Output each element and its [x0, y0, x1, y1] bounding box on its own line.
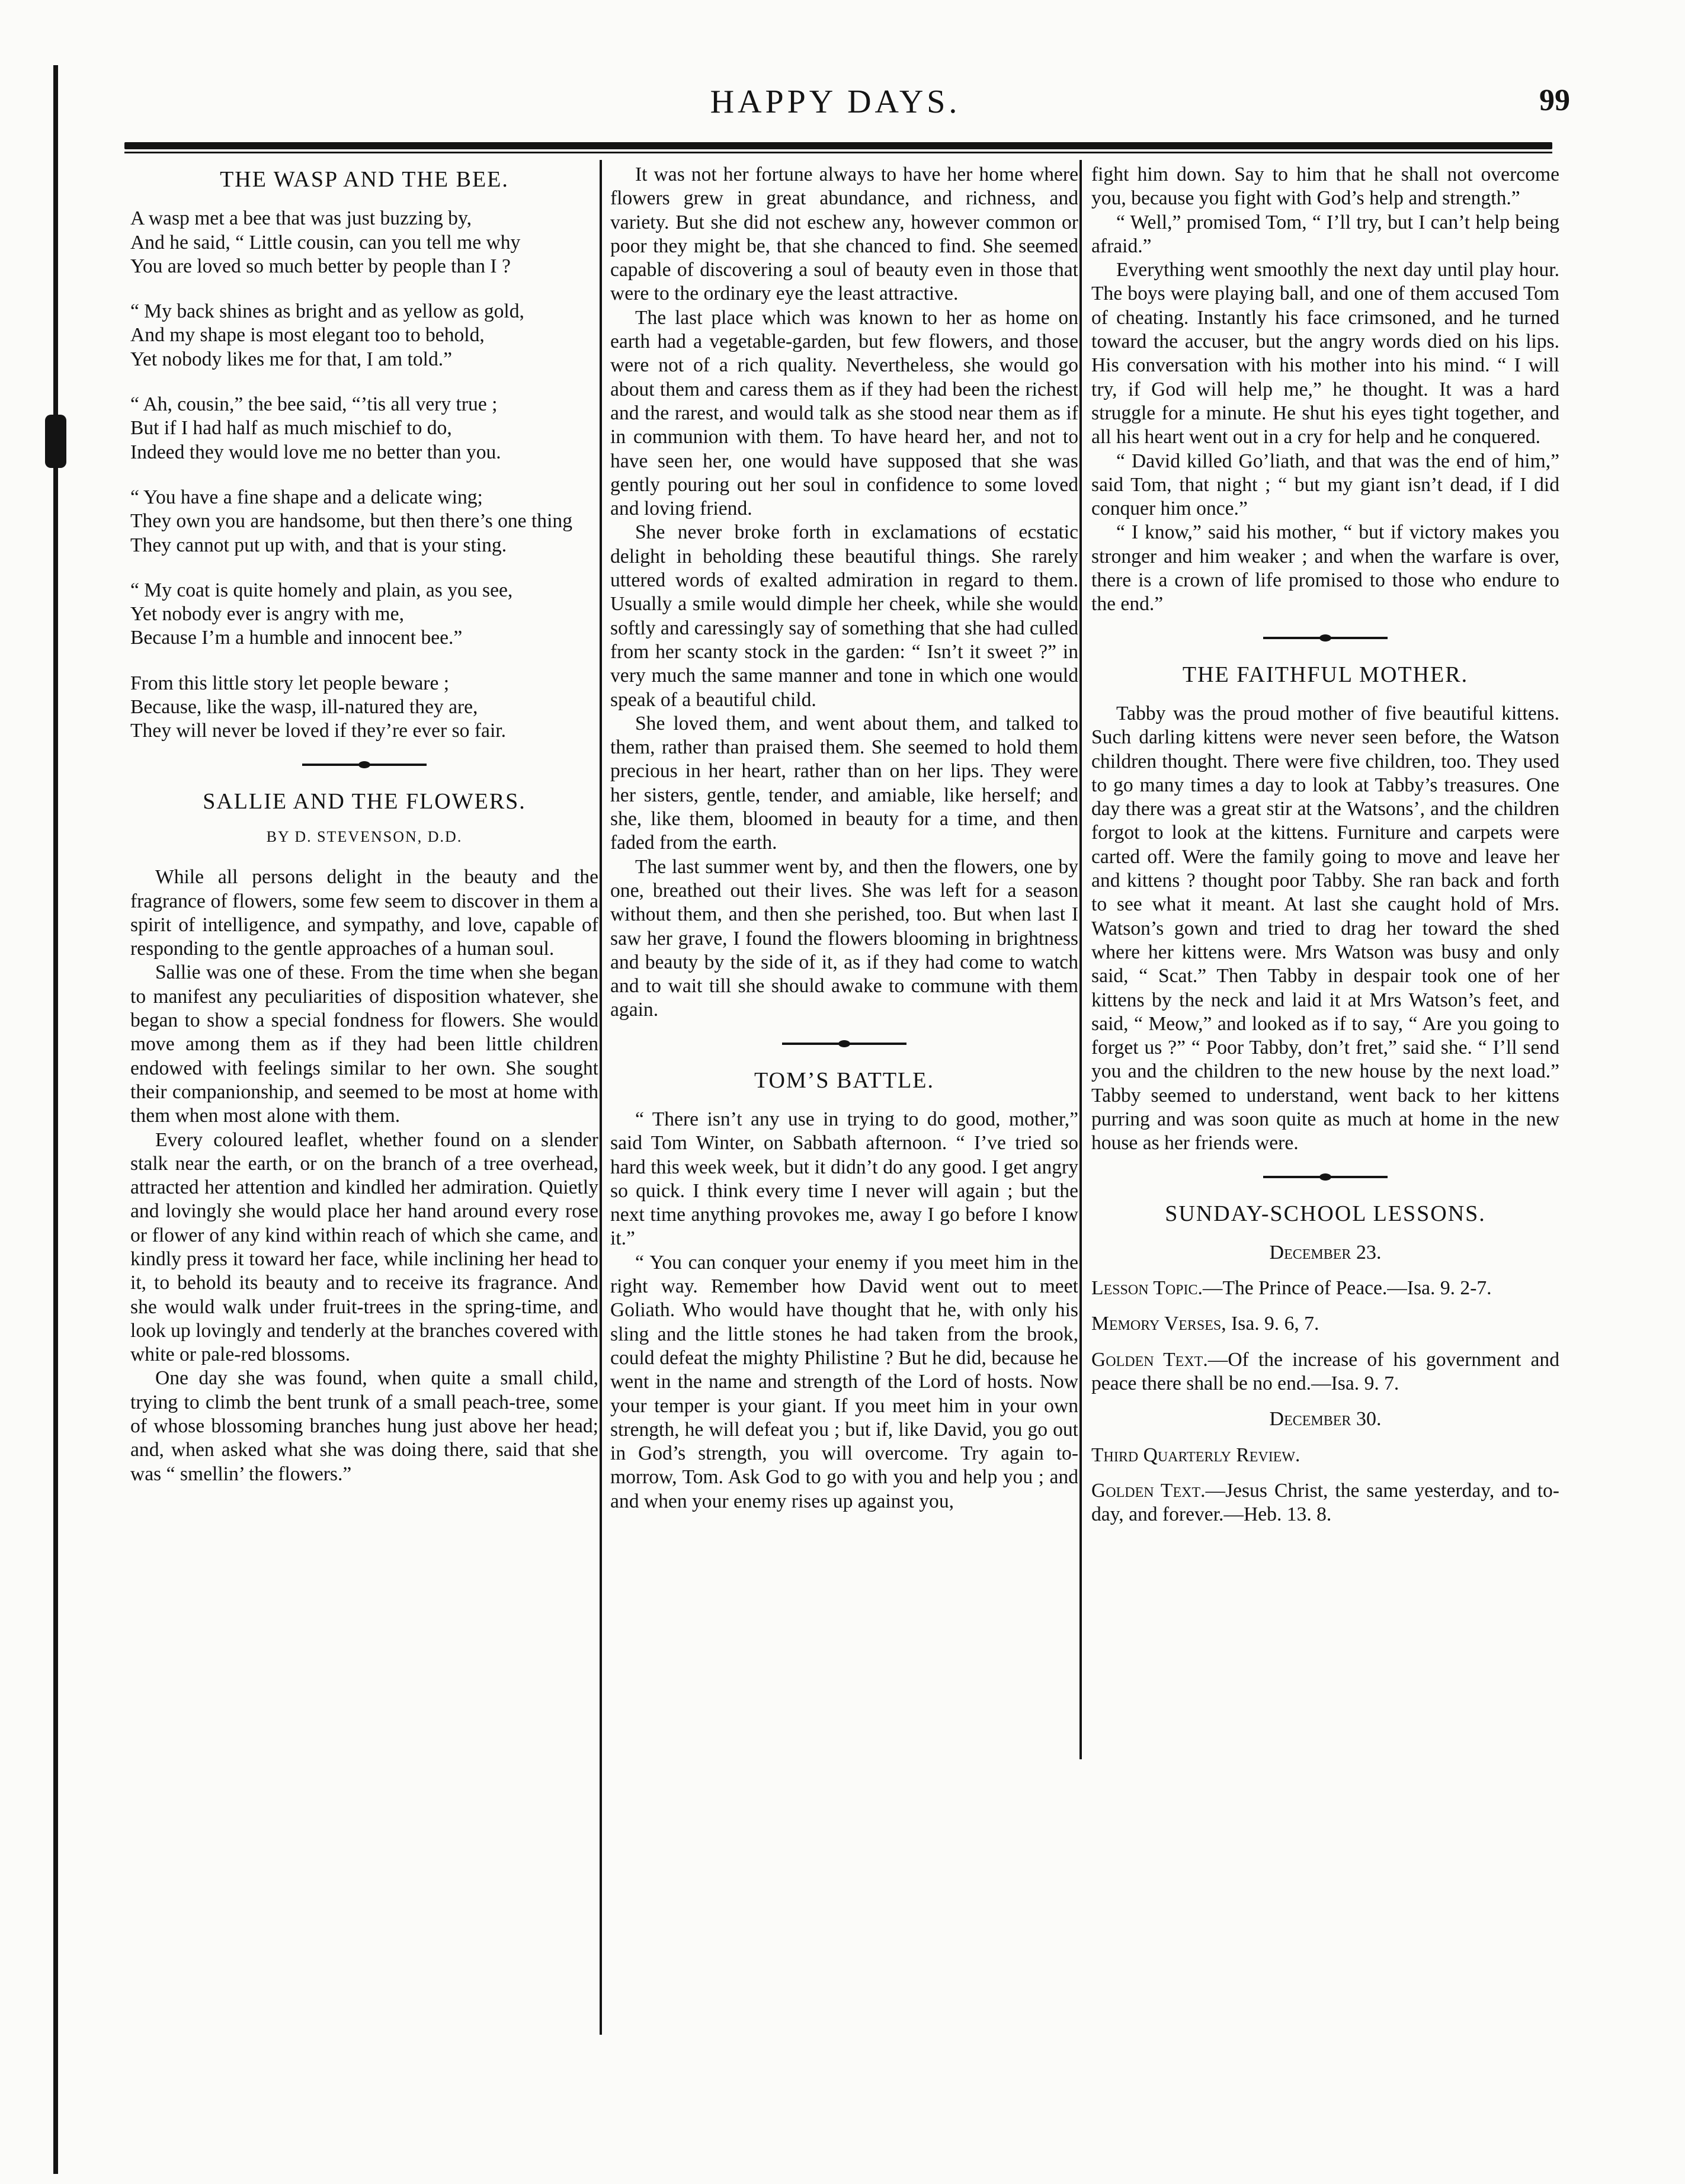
- poem-stanza: [130, 393, 598, 464]
- lesson-text: Isa. 9. 6, 7.: [1226, 1313, 1319, 1335]
- page-edge: [53, 65, 58, 2174]
- body-paragraph: Sallie was one of these. From the time when she began to manifest any peculiarities of disposition whatever, she began to show a special fondness for flowers. She would move among them as if they had been little children endowed with feelings similar to her own. She sought their companionship, and seemed to be most at home with them when most alone with them.: [130, 961, 598, 1127]
- poem-line: Yet nobody ever is angry with me,: [130, 603, 404, 626]
- poem-line: “ My back shines as bright and as yellow as gold,: [130, 300, 524, 323]
- poem-line: They will never be loved if they’re ever so fair.: [130, 720, 506, 742]
- body-paragraph: fight him down. Say to him that he shall not overcome you, because you fight with God’s help and strength.”: [1091, 163, 1559, 210]
- poem-line: Because, like the wasp, ill-natured they are,: [130, 696, 478, 719]
- golden-text: [1091, 1348, 1559, 1396]
- poem-line: But if I had half as much mischief to do,: [130, 417, 452, 440]
- poem-stanza: [130, 300, 598, 371]
- body-paragraph: She never broke forth in exclamations of ecstatic delight in beholding these beautiful things. She rarely uttered words of exalted admiration in regard to them. Usually a smile would dimple her cheek, while she would softly and caressingly say of something that she had culled from her scanty stock in the garden: “ Isn’t it sweet ?” in very much the same manner and tone in which one would speak of a beautiful child.: [610, 521, 1078, 711]
- poem-line: Indeed they would love me no better than you.: [130, 441, 501, 463]
- golden-text: [1091, 1479, 1559, 1527]
- lesson-text: —Jesus Christ, the same yesterday, and to-day, and forever.—Heb. 13. 8.: [1091, 1479, 1559, 1526]
- column-3: [1091, 163, 1559, 1539]
- poem-line: “ You have a fine shape and a delicate wing;: [130, 486, 483, 508]
- body-paragraph: The last place which was known to her as home on earth had a vegetable-garden, but few flowers, and those were not of a rich quality. Nevertheless, she would go about them and caress them as if they had been the richest and the rarest, and would talk as she stood near them as if in communion with them. To have heard her, and not to have seen her, one would have supposed that she was gently pouring out her soul in confidence to some loved and loving friend.: [610, 306, 1078, 520]
- lesson-date: December 23.: [1269, 1241, 1382, 1263]
- lessons-title: SUNDAY-SCHOOL LESSONS.: [1165, 1201, 1486, 1226]
- body-paragraph: It was not her fortune always to have her home where flowers grew in great abundance, and richness, and variety. But she did not eschew any, however common or poor they might be, that she chanced to find. She seemed capable of discovering a soul of beauty even in those that were to the ordinary eye the least attractive.: [610, 163, 1078, 305]
- review-heading: [1091, 1444, 1559, 1467]
- poem-stanza: [130, 486, 598, 557]
- lesson-text: —Of the increase of his government and peace there shall be no end.—Isa. 9. 7.: [1091, 1348, 1559, 1395]
- header-rule: [124, 142, 1552, 149]
- body-paragraph: “ Well,” promised Tom, “ I’ll try, but I can’t help being afraid.”: [1091, 211, 1559, 257]
- wasp-title: THE WASP AND THE BEE.: [220, 167, 509, 192]
- body-paragraph: “ You can conquer your enemy if you meet him in the right way. Remember how David went out to meet Goliath. Who would have thought that he, with only his sling and the little stones he had taken from the brook, could defeat the mighty Philistine ? But he did, because he went in the name and strength of the Lord of hosts. Now your temper is your giant. If you meet him in your own strength, he will defeat you ; but if, like David, you go out in God’s strength, you will overcome. Try again to-morrow, Tom. Ask God to go with you and help you ; and and when your enemy rises up against you,: [610, 1251, 1078, 1512]
- column-1: [130, 163, 598, 1486]
- column-2: [610, 163, 1078, 1513]
- body-paragraph: She loved them, and went about them, and talked to them, rather than praised them. She seemed to hold them precious in her heart, rather than on her lips. They were her sisters, gentle, tender, and amiable, like herself; and she, like them, bloomed in beauty for a time, and then faded from the earth.: [610, 712, 1078, 854]
- section-divider: [1263, 1176, 1388, 1178]
- tom-title: TOM’S BATTLE.: [754, 1067, 934, 1093]
- page-edge-mark: [45, 415, 66, 468]
- header-rule-thin: [124, 152, 1552, 153]
- running-title: HAPPY DAYS.: [710, 84, 961, 120]
- poem-line: You are loved so much better by people than I ?: [130, 255, 511, 277]
- lesson-topic: [1091, 1277, 1559, 1300]
- lesson-date: December 30.: [1269, 1408, 1382, 1431]
- lesson-label: Golden Text.: [1091, 1348, 1208, 1371]
- body-paragraph: One day she was found, when quite a small child, trying to climb the bent trunk of a small peach-tree, some of whose blossoming branches hung just above her head; and, when asked what she was doing there, said that she was “ smellin’ the flowers.”: [130, 1367, 598, 1485]
- poem-line: Because I’m a humble and innocent bee.”: [130, 627, 463, 649]
- poem-line: From this little story let people beware ;: [130, 672, 450, 694]
- poem-line: And he said, “ Little cousin, can you tell me why: [130, 231, 521, 254]
- body-paragraph: Tabby was the proud mother of five beautiful kittens. Such darling kittens were never seen before, the Watson children thought. There were five children, too. They used to go many times a day to look at Tabby’s treasures. One day there was a great stir at the Watsons’, and the children forgot to look at the kittens. Furniture and carpets were carted off. Were the family going to move and leave her and kittens ? thought poor Tabby. She ran back and forth to see what it meant. At last she caught hold of Mrs. Watson’s gown and tried to drag her toward the shed where her kittens were. Mrs Watson was busy and only said, “ Scat.” Then Tabby in despair took one of her kittens by the neck and laid it at Mrs Watson’s feet, and said, “ Meow,” and looked as if to say, “ Are you going to forget us ?” “ Poor Tabby, don’t fret,” said she. “ I’ll send you and the children to the new house by the next load.” Tabby seemed to understand, went back to her kittens purring and was soon quite as much at home in the new house as her friends were.: [1091, 702, 1559, 1154]
- poem-line: “ My coat is quite homely and plain, as you see,: [130, 579, 513, 601]
- poem-line: And my shape is most elegant too to behold,: [130, 324, 485, 347]
- poem-line: They own you are handsome, but then there’s one thing: [130, 510, 572, 533]
- poem-line: “ Ah, cousin,” the bee said, “’tis all very true ;: [130, 393, 498, 416]
- section-divider: [1263, 637, 1388, 639]
- poem-line: They cannot put up with, and that is your sting.: [130, 534, 507, 556]
- section-divider: [782, 1043, 906, 1045]
- sallie-byline: BY D. STEVENSON, D.D.: [266, 828, 463, 845]
- memory-verses: [1091, 1312, 1559, 1336]
- poem-moral: [130, 672, 598, 743]
- column-rule-1: [600, 160, 602, 2035]
- sallie-title: SALLIE AND THE FLOWERS.: [203, 788, 526, 814]
- section-divider: [302, 764, 427, 766]
- body-paragraph: While all persons delight in the beauty and the fragrance of flowers, some few seem to discover in them a spirit of intelligence, and sympathy, and love, capable of responding to the gentle approaches of a human soul.: [130, 866, 598, 960]
- body-paragraph: “ David killed Go’liath, and that was the end of him,” said Tom, that night ; “ but my giant isn’t dead, if I did conquer him once.”: [1091, 450, 1559, 520]
- mother-title: THE FAITHFUL MOTHER.: [1182, 662, 1469, 687]
- wasp-poem: [130, 207, 598, 743]
- body-paragraph: “ I know,” said his mother, “ but if victory makes you stronger and him weaker ; and when the warfare is over, there is a crown of life promised to those who endure to the end.”: [1091, 521, 1559, 615]
- lesson-text: —The Prince of Peace.—Isa. 9. 2-7.: [1202, 1277, 1492, 1300]
- poem-stanza: [130, 207, 598, 278]
- lesson-label: Memory Verses,: [1091, 1313, 1226, 1335]
- lesson-label: Lesson Topic.: [1091, 1277, 1203, 1300]
- body-paragraph: Everything went smoothly the next day until play hour. The boys were playing ball, and one of them accused Tom of cheating. Instantly his face crimsoned, and he turned toward the accuser, but the angry words died on his lips. His conversation with his mother into his mind. “ I will try, if God will help me,” he thought. It was a hard struggle for a minute. He shut his eyes tight together, and all his heart went out in a cry for help and he conquered.: [1091, 259, 1559, 448]
- page-header: [124, 83, 1570, 136]
- body-paragraph: The last summer went by, and then the flowers, one by one, breathed out their lives. She was left for a season without them, and then she perished, too. But when last I saw her grave, I found the flowers blooming in brightness and beauty by the side of it, as if they had come to watch and to wait till she should awake to commune with them again.: [610, 855, 1078, 1021]
- lesson-label: Third Quarterly Review.: [1091, 1444, 1300, 1466]
- poem-line: A wasp met a bee that was just buzzing by,: [130, 207, 472, 230]
- body-paragraph: “ There isn’t any use in trying to do good, mother,” said Tom Winter, on Sabbath afternoon. “ I’ve tried so hard this week week, but it didn’t do any good. I get angry so quick. I think every time I never will again ; but the next time anything provokes me, away I go before I know it.”: [610, 1108, 1078, 1250]
- poem-stanza: [130, 579, 598, 650]
- page-number: 99: [1539, 84, 1570, 117]
- body-paragraph: Every coloured leaflet, whether found on a slender stalk near the earth, or on the branch of a tree overhead, attracted her attention and kindled her admiration. Quietly and lovingly she would place her hand around every rose or flower of any kind within reach of which she came, and kindly press it toward her face, while inclining her head to it, to behold its beauty and to receive its fragrance. And she would walk under fruit-trees in the spring-time, and look up lovingly and tenderly at the branches covered with white or pale-red blossoms.: [130, 1128, 598, 1366]
- column-rule-2: [1079, 160, 1082, 1759]
- poem-line: Yet nobody likes me for that, I am told.”: [130, 348, 453, 370]
- lesson-label: Golden Text.: [1091, 1479, 1206, 1502]
